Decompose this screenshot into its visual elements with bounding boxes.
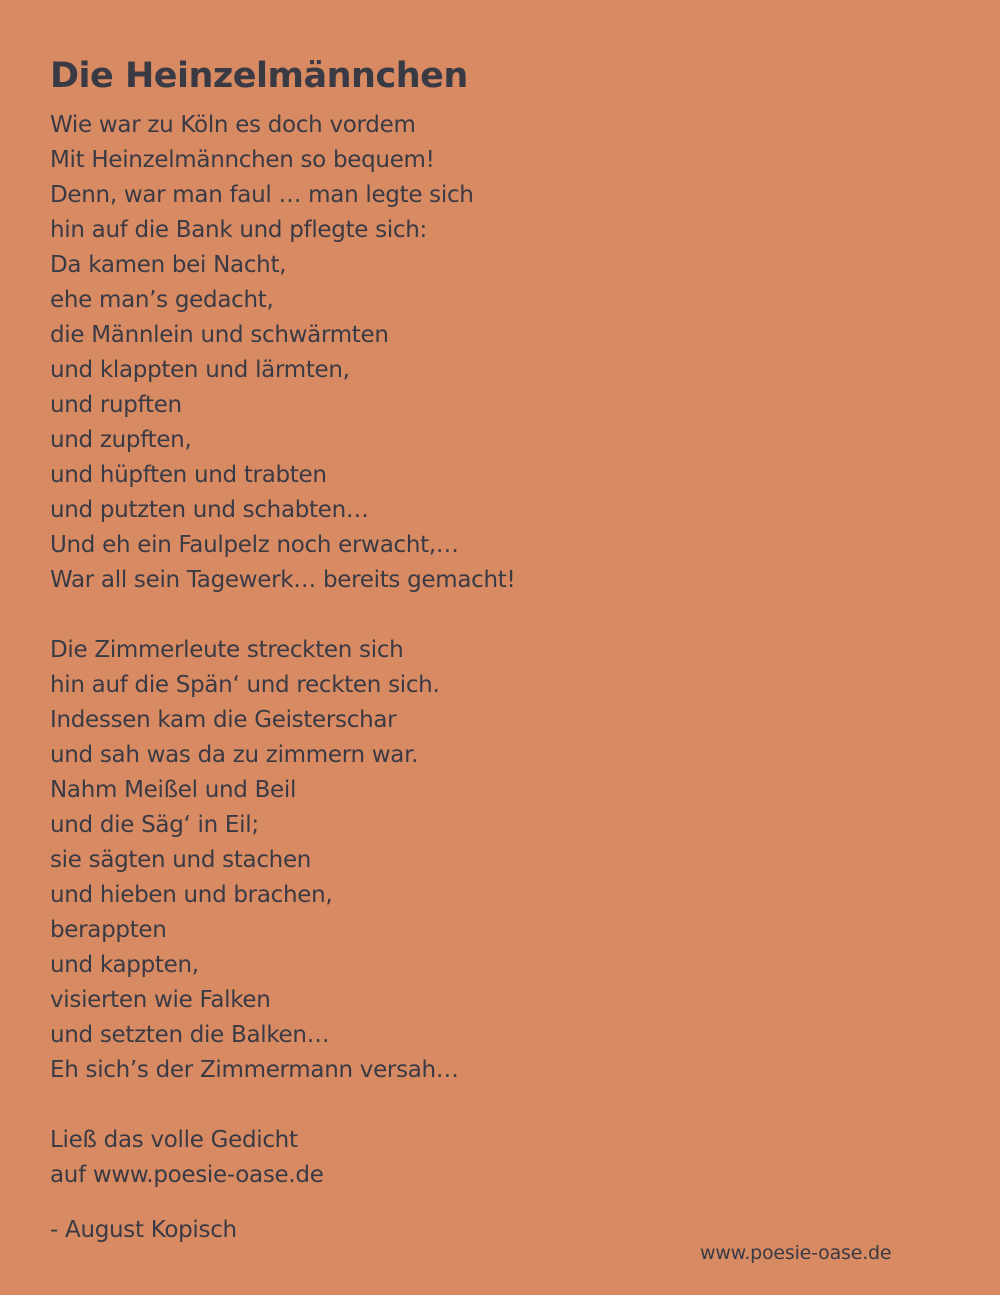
poem-line: und rupften — [50, 392, 182, 418]
poem-line: und hüpften und trabten — [50, 462, 327, 488]
poem-line: War all sein Tagewerk… bereits gemacht! — [50, 567, 516, 593]
poem-line: und setzten die Balken… — [50, 1022, 330, 1048]
poem-line: Da kamen bei Nacht, — [50, 252, 287, 278]
poem-author: - August Kopisch — [50, 1217, 237, 1243]
poem-line: hin auf die Bank und pflegte sich: — [50, 217, 427, 243]
poem-line: Die Zimmerleute streckten sich — [50, 637, 404, 663]
poem-line: und hieben und brachen, — [50, 882, 333, 908]
poem-line: Indessen kam die Geisterschar — [50, 707, 397, 733]
poem-line: Wie war zu Köln es doch vordem — [50, 112, 416, 138]
poem-line: auf www.poesie-oase.de — [50, 1162, 324, 1188]
poem-line: Nahm Meißel und Beil — [50, 777, 297, 803]
site-watermark: www.poesie-oase.de — [700, 1242, 892, 1264]
poem-line: die Männlein und schwärmten — [50, 322, 389, 348]
poem-container — [50, 52, 950, 1248]
poem-line: Und eh ein Faulpelz noch erwacht,… — [50, 532, 459, 558]
poem-line: ehe man’s gedacht, — [50, 287, 274, 313]
poem-line: und kappten, — [50, 952, 199, 978]
poem-line: sie sägten und stachen — [50, 847, 312, 873]
poem-line: und klappten und lärmten, — [50, 357, 350, 383]
poem-line: und sah was da zu zimmern war. — [50, 742, 419, 768]
poem-line: Eh sich’s der Zimmermann versah… — [50, 1057, 459, 1083]
poem-title: Die Heinzelmännchen — [50, 56, 468, 96]
poem-line: hin auf die Spän‘ und reckten sich. — [50, 672, 440, 698]
poem-line: und zupften, — [50, 427, 192, 453]
stanza-3 — [50, 1123, 950, 1193]
poem-line: und putzten und schabten… — [50, 497, 369, 523]
poem-line: berappten — [50, 917, 167, 943]
poem-line: Mit Heinzelmännchen so bequem! — [50, 147, 435, 173]
poem-line: und die Säg‘ in Eil; — [50, 812, 259, 838]
poem-line: Denn, war man faul … man legte sich — [50, 182, 474, 208]
stanza-1 — [50, 108, 950, 598]
poem-line: Ließ das volle Gedicht — [50, 1127, 298, 1153]
stanza-2 — [50, 633, 950, 1088]
poem-line: visierten wie Falken — [50, 987, 271, 1013]
